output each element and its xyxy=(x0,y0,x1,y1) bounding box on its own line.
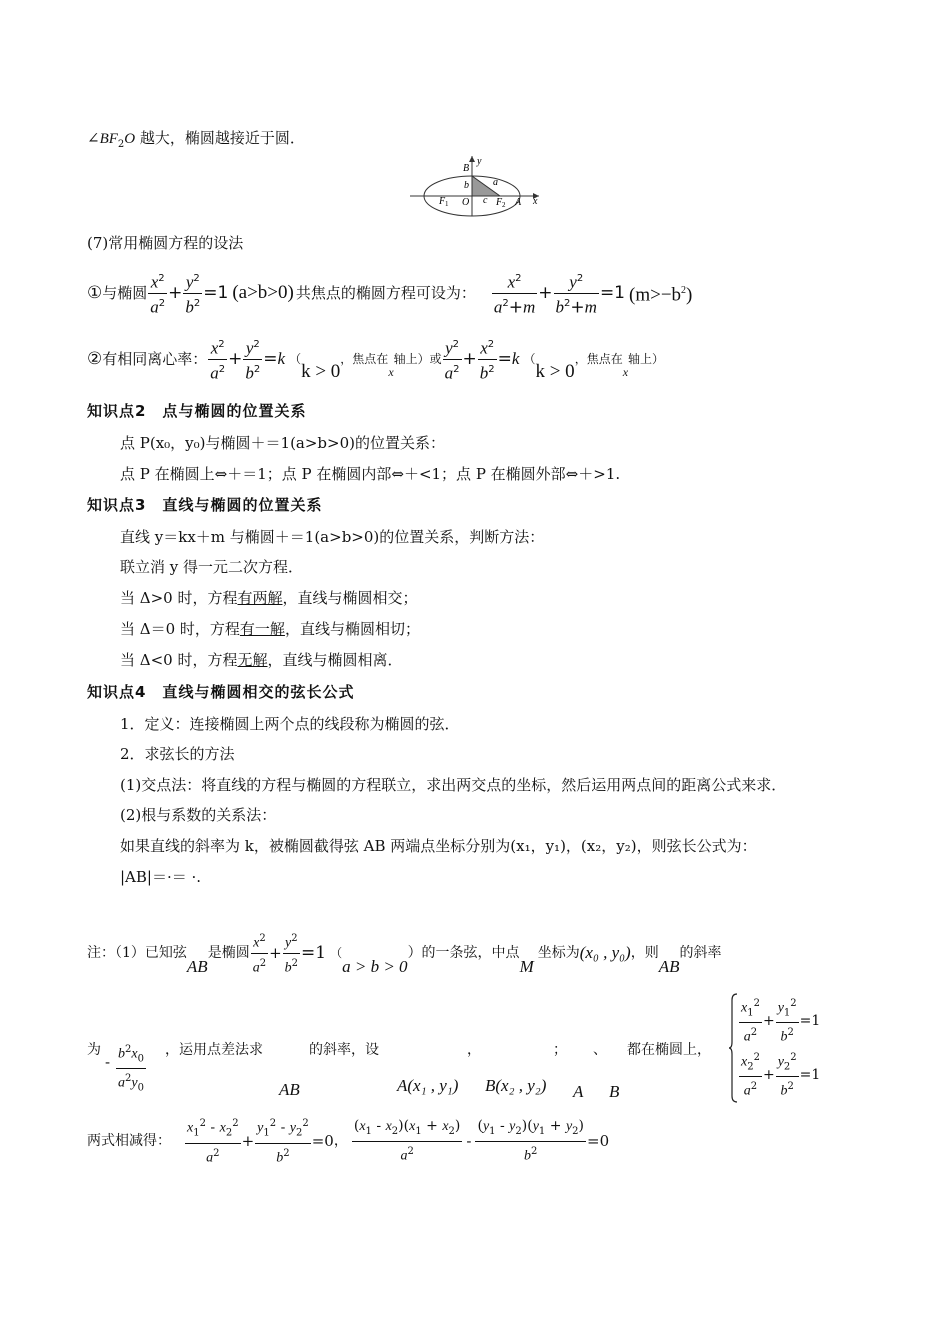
item2-frac2-x: $\frac{x^2}{b^2}$ xyxy=(478,335,497,383)
note-p1-a: 注：（1）已知弦 xyxy=(87,945,187,961)
kp4-l2: 2．求弦长的方法 xyxy=(120,745,235,763)
item2-frac2-y: $\frac{y^2}{a^2}$ xyxy=(443,335,462,383)
note-coord: (x₀ , y₀) xyxy=(579,943,631,962)
note-a-pt: A(x₁ , y₁) xyxy=(397,1076,459,1095)
intro-bf: BF xyxy=(99,131,118,147)
item1-frac2-x: $\frac{x^2}{a^2+m}$ xyxy=(492,269,537,317)
intro-rest: 越大，椭圆越接近于圆． xyxy=(135,129,305,147)
left-brace xyxy=(728,992,738,1104)
equation-system xyxy=(728,992,848,1104)
note-cond: a > b > 0 xyxy=(342,957,408,976)
ellipse-figure xyxy=(405,152,550,218)
note-p2-d: 都在椭圆上， xyxy=(627,1042,711,1058)
kp3-line3-a: 当 Δ>0 时，方程 xyxy=(120,589,238,607)
kp3-line3-u: 有两解 xyxy=(237,589,283,607)
kp2-line1: 点 P(x₀，y₀)与椭圆＋＝1(a>b>0)的位置关系： xyxy=(120,434,445,452)
note-line1: 注：（1）已知弦 AB 是椭圆 $\frac{x^2}{a^2}$ + $\frac{y^2}{b^2}$ =1 （ a > b > 0 ）的一条弦，中点 M 坐标为 (x₀ , y₀) ，则 AB 的斜率 xyxy=(87,928,722,978)
item2-frac-x: $\frac{x^2}{a^2}$ xyxy=(208,335,227,383)
diff-frac-4: $\frac{(y_1 - y_2)(y_1 + y_2)}{b^2}$ xyxy=(477,1117,584,1164)
kp2-line2: 点 P 在椭圆上⇔＋＝1；点 P 在椭圆内部⇔＋<1；点 P 在椭圆外部⇔＋>1. xyxy=(120,465,621,483)
kp3-line5-u: 无解 xyxy=(237,651,268,669)
kp3-line4-u: 有一解 xyxy=(239,620,285,638)
fig-label-a: a xyxy=(493,177,498,188)
kp2-title: 知识点2 点与椭圆的位置关系 xyxy=(87,402,307,420)
kp4-title: 知识点4 直线与椭圆相交的弦长公式 xyxy=(87,683,355,701)
item1-cond2: (m>−b xyxy=(629,284,682,306)
item2-tail3: ，焦点在 xyxy=(574,352,623,366)
item1-frac-x: $\frac{x^2}{a^2}$ xyxy=(148,269,167,317)
fig-label-B: B xyxy=(463,163,470,174)
note-eq0: =0 xyxy=(587,1132,610,1150)
item2-frac-y: $\frac{y^2}{b^2}$ xyxy=(243,335,262,383)
section7-item1: ① 与椭圆 $\frac{x^2}{a^2}$ + $\frac{y^2}{b^2}$ =1 (a>b>0) 共焦点的椭圆方程可设为： $\frac{x^2}{a^2+m}$ + $\frac{y^2}{b^2+m}$ =1 $(m>-b^2)$ xyxy=(87,266,692,320)
item2-axis-x2: x xyxy=(622,365,629,379)
kp4-l4: (2)根与系数的关系法： xyxy=(120,806,277,824)
intro-sub: 2 xyxy=(117,139,125,150)
note-p3-a: 两式相减得： xyxy=(87,1133,171,1149)
kp4-l3: (1)交点法：将直线的方程与椭圆的方程联立，求出两交点的坐标，然后运用两点间的距离公式来求． xyxy=(120,776,787,794)
intro-o: O xyxy=(124,131,136,147)
fig-label-y: y xyxy=(477,156,482,167)
item2-tail1: ，焦点在 xyxy=(340,352,389,366)
kp4-l1: 1．定义：连接椭圆上两个点的线段称为椭圆的弦． xyxy=(120,715,460,733)
note-comma1: ， xyxy=(467,1042,481,1058)
diff-frac-1: $\frac{x_1^2 - x_2^2}{a^2}$ xyxy=(185,1114,241,1167)
item1-num: ① xyxy=(87,283,103,303)
item2-tail2: 轴上）或 xyxy=(393,352,442,366)
item1-mid: 共焦点的椭圆方程可设为： xyxy=(295,284,476,302)
item1-cond2-end: ) xyxy=(686,284,693,306)
kp3-line4 xyxy=(120,619,420,639)
note-line3: 两式相减得： $\frac{x_1^2 - x_2^2}{a^2}$ + $\frac{y_1^2 - y_2^2}{b^2}$ =0 ， $\frac{(x_1 - x_2)(x_1 + x_2)}{a^2}$ - $\frac{(y_1 - y_2)(y_1 + y_2)}{b^2}$ =0 xyxy=(87,1116,609,1166)
note-semi: ； xyxy=(553,1042,567,1058)
item1-frac2-y: $\frac{y^2}{b^2+m}$ xyxy=(554,269,599,317)
kp4-l6: |AB|＝·＝ ·. xyxy=(120,868,202,886)
note-m: M xyxy=(519,957,534,976)
item2-cond: k > 0 xyxy=(301,361,341,382)
fig-label-F1: F xyxy=(439,196,446,207)
item2-pre: 有相同离心率： xyxy=(102,350,208,368)
fig-label-O: O xyxy=(462,197,470,208)
item1-frac-y: $\frac{y^2}{b^2}$ xyxy=(183,269,202,317)
note-ab2: AB xyxy=(658,957,680,976)
minus-sign: - xyxy=(105,1053,111,1071)
fig-label-F2: F xyxy=(496,197,503,208)
fig-label-A: A xyxy=(515,197,522,208)
note-b: B xyxy=(609,1082,620,1101)
note-slope-frac: $\frac{b^2x_0}{a^2y_0}$ xyxy=(116,1040,146,1098)
item2-axis-x: x xyxy=(388,365,394,379)
angle-symbol: ∠ xyxy=(87,129,100,147)
note-ab: AB xyxy=(186,957,208,976)
note-p1-b: 是椭圆 xyxy=(207,945,250,961)
note-p1-c: （ xyxy=(330,946,343,960)
kp3-line4-b: ，直线与椭圆相切； xyxy=(284,620,420,638)
note-dun: 、 xyxy=(593,1042,607,1058)
kp3-line1: 直线 y＝kx＋m 与椭圆＋＝1(a>b>0)的位置关系，判断方法： xyxy=(120,528,545,546)
fig-label-F1-sub: 1 xyxy=(445,200,449,208)
kp3-line3-b: ，直线与椭圆相交； xyxy=(282,589,418,607)
note-p1-d: ）的一条弦，中点 xyxy=(407,945,520,961)
note-p2-c: 的斜率，设 xyxy=(309,1042,379,1058)
kp3-line5 xyxy=(120,650,403,670)
fig-label-F2-sub: 2 xyxy=(502,201,506,209)
diff-frac-3: $\frac{(x_1 - x_2)(x_1 + x_2)}{a^2}$ xyxy=(353,1117,461,1164)
diff-frac-2: $\frac{y_1^2 - y_2^2}{b^2}$ xyxy=(255,1114,311,1167)
section7-title: (7)常用椭圆方程的设法 xyxy=(87,234,244,252)
note-p2-a: 为 xyxy=(87,1042,101,1058)
equation-1: $\frac{x_1^2}{a^2}$ + $\frac{y_1^2}{b^2}$ =1 xyxy=(738,994,820,1047)
fig-label-c: c xyxy=(483,195,488,206)
item2-tail4: 轴上） xyxy=(628,352,665,366)
intro-line xyxy=(87,128,305,155)
item2-num: ② xyxy=(87,349,103,369)
note-a: A xyxy=(573,1082,584,1101)
kp4-l5: 如果直线的斜率为 k，被椭圆截得弦 AB 两端点坐标分别为(x₁，y₁)，(x₂，y₂)，则弦长公式为： xyxy=(120,837,757,855)
note-p3-b: ， xyxy=(333,1133,348,1149)
kp3-line2: 联立消 y 得一元二次方程． xyxy=(120,558,304,576)
equation-2: $\frac{x_2^2}{a^2}$ + $\frac{y_2^2}{b^2}$ =1 xyxy=(738,1048,820,1101)
fig-label-x: x xyxy=(533,196,538,207)
item1-pre: 与椭圆 xyxy=(102,284,148,302)
item1-cond2-sup: 2 xyxy=(681,284,687,296)
item2-cond2: k > 0 xyxy=(535,361,575,382)
note-p1-f: ，则 xyxy=(630,945,659,961)
note-ab3: AB xyxy=(279,1080,300,1099)
note-b-pt: B(x₂ , y₂) xyxy=(485,1076,547,1095)
kp3-line3 xyxy=(120,588,418,608)
note-p1-g: 的斜率 xyxy=(679,945,722,961)
kp3-title: 知识点3 直线与椭圆的位置关系 xyxy=(87,496,323,514)
note-p2-b: ，运用点差法求 xyxy=(165,1042,263,1058)
kp3-line5-b: ，直线与椭圆相离． xyxy=(267,651,403,669)
section7-item2: ② 有相同离心率： $\frac{x^2}{a^2}$ + $\frac{y^2}{b^2}$ =k （ k > 0 ，焦点在 x 轴上）或 $\frac{y^2}{a^2}$ + $\frac{x^2}{b^2}$ =k （ k > 0 ，焦点在 x 轴上） xyxy=(87,332,664,386)
item1-cond: (a>b>0) xyxy=(232,282,294,303)
kp3-line4-a: 当 Δ＝0 时，方程 xyxy=(120,620,240,638)
kp3-line5-a: 当 Δ<0 时，方程 xyxy=(120,651,238,669)
fig-label-b: b xyxy=(464,180,469,191)
note-p1-e: 坐标为 xyxy=(537,945,580,961)
